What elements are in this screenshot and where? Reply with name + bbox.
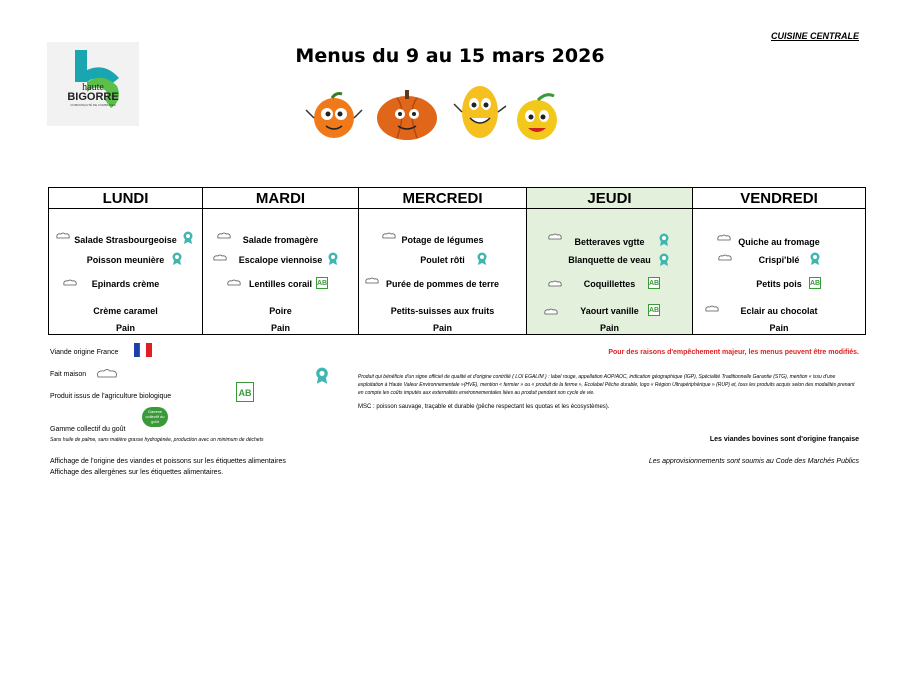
dish-main: Crispi'blé bbox=[758, 255, 800, 265]
quality-label-icon bbox=[476, 252, 488, 266]
dish-dessert: Petits-suisses aux fruits bbox=[390, 306, 495, 316]
french-flag-icon bbox=[134, 343, 152, 357]
quality-label-icon bbox=[658, 253, 670, 267]
menu-cell-monday bbox=[49, 209, 203, 335]
bovines-note: Les viandes bovines sont d'origine française bbox=[709, 436, 859, 443]
page-title: Menus du 9 au 15 mars 2026 bbox=[295, 45, 605, 67]
dish-main: Escalope viennoise bbox=[238, 255, 323, 265]
dish-dessert: Yaourt vanille bbox=[580, 306, 639, 316]
chef-hat-icon bbox=[96, 368, 118, 380]
menu-cell-friday bbox=[693, 209, 866, 335]
dish-side: Epinards crème bbox=[91, 279, 160, 289]
menu-cell-thursday bbox=[527, 209, 693, 335]
legend-origine: Affichage de l'origine des viandes et poissons sur les étiquettes alimentaires bbox=[50, 458, 286, 465]
quality-label-icon bbox=[809, 252, 821, 266]
legend-allergenes: Affichage des allergènes sur les étiquettes alimentaires. bbox=[50, 469, 224, 476]
day-header-wednesday: MERCREDI bbox=[359, 188, 527, 209]
dish-starter: Salade fromagère bbox=[242, 235, 319, 245]
dish-starter: Salade Strasbourgeoise bbox=[74, 235, 177, 245]
dish-bread: Pain bbox=[432, 323, 452, 333]
haute-bigorre-logo bbox=[47, 42, 139, 126]
organic-ab-icon: AB bbox=[236, 382, 254, 402]
dish-bread: Pain bbox=[270, 323, 290, 333]
dish-bread: Pain bbox=[769, 323, 789, 333]
dish-dessert: Eclair au chocolat bbox=[740, 306, 818, 316]
dish-dessert: Poire bbox=[269, 306, 292, 316]
menu-cell-tuesday bbox=[203, 209, 359, 335]
quality-label-icon bbox=[182, 231, 194, 245]
dish-main: Poulet rôti bbox=[420, 255, 465, 265]
legend-viande-france: Viande origine France bbox=[50, 349, 119, 356]
dish-bread: Pain bbox=[599, 323, 619, 333]
legend-bio: Produit issus de l'agriculture biologique bbox=[50, 393, 172, 400]
svg-text:haute: haute bbox=[82, 82, 104, 93]
msc-note: MSC : poisson sauvage, traçable et durable (pêche respectant les quotas et les écosystèmes). bbox=[358, 404, 610, 410]
quality-label-icon bbox=[327, 252, 339, 266]
menu-cell-wednesday bbox=[359, 209, 527, 335]
organic-ab-icon: AB bbox=[316, 277, 328, 289]
organic-ab-icon: AB bbox=[648, 277, 660, 289]
kitchen-label: CUISINE CENTRALE bbox=[771, 31, 860, 41]
dish-starter: Betteraves vgtte bbox=[574, 237, 645, 247]
legend-gamme: Gamme collectif du goût bbox=[50, 426, 126, 433]
svg-text:COMMUNAUTÉ DE COMMUNES: COMMUNAUTÉ DE COMMUNES bbox=[70, 103, 116, 107]
legend-fait-maison: Fait maison bbox=[50, 371, 87, 378]
dish-side: Petits pois bbox=[756, 279, 802, 289]
organic-ab-icon: AB bbox=[809, 277, 821, 289]
day-header-tuesday: MARDI bbox=[203, 188, 359, 209]
dish-side: Coquillettes bbox=[583, 279, 636, 289]
quality-label-icon bbox=[658, 233, 670, 247]
day-header-thursday: JEUDI bbox=[527, 188, 693, 209]
dish-bread: Pain bbox=[115, 323, 135, 333]
dish-side: Purée de pommes de terre bbox=[385, 279, 500, 289]
dish-side: Lentilles corail bbox=[248, 279, 313, 289]
svg-text:BIGORRE: BIGORRE bbox=[67, 91, 119, 103]
quality-label-icon bbox=[171, 252, 183, 266]
dish-dessert: Crème caramel bbox=[93, 306, 158, 316]
day-header-monday: LUNDI bbox=[49, 188, 203, 209]
fruit-characters-illustration bbox=[302, 80, 572, 150]
marches-note: Les approvisionnements sont soumis au Code des Marchés Publics bbox=[648, 458, 859, 465]
dish-starter: Quiche au fromage bbox=[738, 237, 820, 247]
day-header-friday: VENDREDI bbox=[693, 188, 866, 209]
warning-note: Pour des raisons d'empêchement majeur, les menus peuvent être modifiés. bbox=[608, 349, 859, 356]
dish-main: Poisson meunière bbox=[86, 255, 165, 265]
egalim-note: Produit qui bénéficie d'un signe officiel de qualité et d'origine contrôlé ( LOI EGALIM ) : label rouge, appellation AOP/AOC, indication géographique (IGP), Spécialité Traditionnelle Garantie (STG), mention « issu d'une exploitation à Haute Valeur Environnementale »(HVE), mention « fermier » ou « produit de la ferme », Ecolabel Pêche durable, logo « Région Ultrapériphérique » (RUP) et, tous les produits acquis selon des modalités prenant en compte les coûts imputés aux externalités environnementales liées au produit pendant son cycle de vie. bbox=[358, 374, 855, 396]
legend-gamme-detail: Sans huile de palme, sans matière grasse hydrogénée, production avec un minimum de déchets bbox=[50, 437, 264, 443]
quality-label-icon bbox=[314, 367, 330, 385]
weekly-menu-table bbox=[48, 187, 866, 335]
dish-main: Blanquette de veau bbox=[568, 255, 651, 265]
organic-ab-icon: AB bbox=[648, 304, 660, 316]
gamme-collectif-badge: Gamme collectif du goût bbox=[142, 407, 168, 427]
dish-starter: Potage de légumes bbox=[401, 235, 484, 245]
